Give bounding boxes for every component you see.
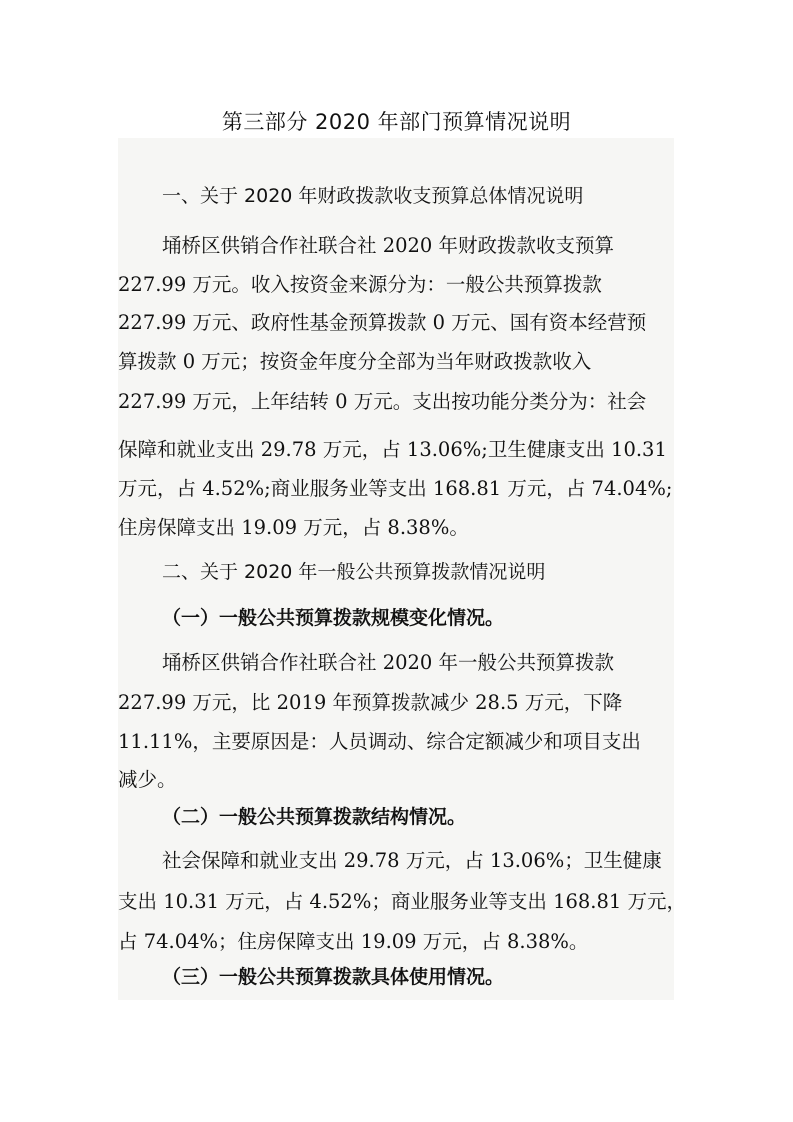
- section-1-line-8: 住房保障支出 19.09 万元，占 8.38%。: [118, 516, 469, 539]
- section-1-line-5: 227.99 万元，上年结转 0 万元。支出按功能分类分为：社会: [118, 390, 647, 413]
- subsection-2-line-3: 占 74.04%；住房保障支出 19.09 万元，占 8.38%。: [118, 930, 589, 953]
- subsection-1-line-2: 227.99 万元，比 2019 年预算拨款减少 28.5 万元，下降: [118, 691, 623, 714]
- section-1-line-7: 万元，占 4.52%;商业服务业等支出 168.81 万元，占 74.04%;: [118, 477, 673, 500]
- section-1-heading: 一、关于 2020 年财政拨款收支预算总体情况说明: [162, 185, 584, 207]
- section-1-line-4: 算拨款 0 万元；按资金年度分全部为当年财政拨款收入: [118, 350, 592, 373]
- subsection-2-line-1: 社会保障和就业支出 29.78 万元，占 13.06%；卫生健康: [162, 849, 662, 872]
- subsection-1-line-3: 11.11%，主要原因是：人员调动、综合定额减少和项目支出: [118, 730, 641, 753]
- subsection-1-line-4: 减少。: [118, 768, 177, 791]
- subsection-1-line-1: 埇桥区供销合作社联合社 2020 年一般公共预算拨款: [162, 651, 615, 674]
- subsection-3-heading: （三）一般公共预算拨款具体使用情况。: [162, 966, 505, 988]
- subsection-2-heading: （二）一般公共预算拨款结构情况。: [162, 806, 467, 828]
- subsection-1-heading: （一）一般公共预算拨款规模变化情况。: [162, 607, 505, 629]
- document-title: 第三部分 2020 年部门预算情况说明: [221, 110, 572, 134]
- section-1-line-6: 保障和就业支出 29.78 万元，占 13.06%;卫生健康支出 10.31: [118, 438, 667, 461]
- section-1-line-1: 埇桥区供销合作社联合社 2020 年财政拨款收支预算: [162, 234, 615, 257]
- section-2-heading: 二、关于 2020 年一般公共预算拨款情况说明: [162, 561, 546, 583]
- section-1-line-3: 227.99 万元、政府性基金预算拨款 0 万元、国有资本经营预: [118, 311, 647, 334]
- subsection-2-line-2: 支出 10.31 万元，占 4.52%；商业服务业等支出 168.81 万元，: [118, 890, 686, 913]
- section-1-line-2: 227.99 万元。收入按资金来源分为：一般公共预算拨款: [118, 273, 602, 296]
